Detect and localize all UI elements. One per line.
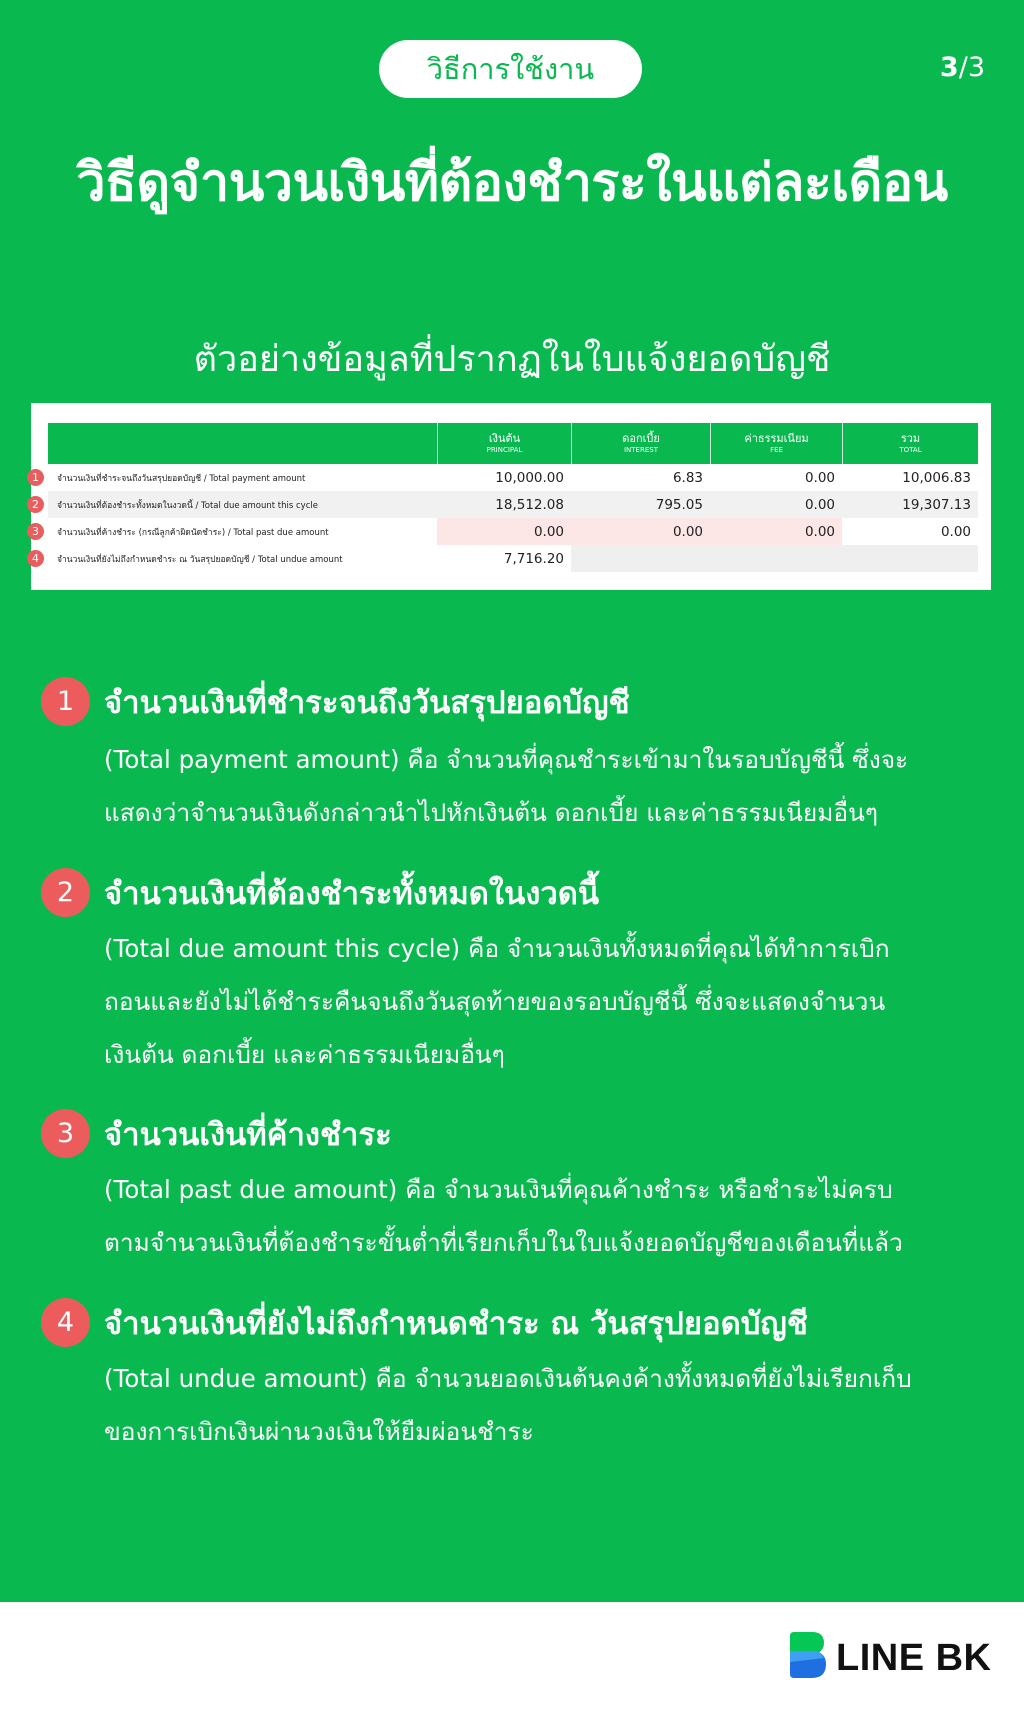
cell-total: 10,006.83 (902, 469, 971, 486)
column-header-interest (571, 423, 710, 464)
row-number-badge: 4 (27, 550, 44, 567)
statement-table (32, 423, 978, 572)
description-line: ถอนและยังไม่ได้ชำระคืนจนถึงวันสุดท้ายของรอบบัญชีนี้ ซึ่งจะแสดงจำนวน (104, 987, 886, 1016)
page-current: 3 (939, 52, 959, 83)
header-blank (48, 423, 437, 464)
item-title: จำนวนเงินที่ยังไม่ถึงกำหนดชำระ ณ วันสรุปยอดบัญชี (104, 1306, 808, 1342)
cell-interest: 795.05 (655, 496, 703, 513)
row-number-badge: 2 (27, 496, 44, 513)
column-header-en: FEE (770, 446, 783, 454)
cell-fee: 0.00 (804, 496, 835, 513)
page-indicator (940, 52, 985, 83)
item-number-badge: 4 (41, 1298, 90, 1347)
row-label (32, 464, 437, 491)
description-line: ตามจำนวนเงินที่ต้องชำระขั้นต่ำที่เรียกเก็บในใบแจ้งยอดบัญชีของเดือนที่แล้ว (104, 1228, 903, 1257)
row-label-text: จำนวนเงินที่ค้างชำระ (กรณีลูกค้าผิดนัดชำระ) / Total past due amount (57, 527, 329, 538)
description-line: เงินต้น ดอกเบี้ย และค่าธรรมเนียมอื่นๆ (104, 1040, 505, 1069)
cell-principal: 10,000.00 (495, 469, 564, 486)
logo-wordmark: LINE BK (836, 1636, 992, 1679)
page-title: วิธีดูจำนวนเงินที่ต้องชำระในแต่ละเดือน (76, 153, 948, 213)
line-bk-logo (786, 1632, 992, 1684)
item-number-badge: 3 (41, 1109, 90, 1158)
column-header-th: ดอกเบี้ย (622, 432, 660, 445)
cell-interest: 0.00 (571, 518, 710, 545)
column-header-en: TOTAL (899, 446, 922, 454)
item-description (104, 1352, 984, 1458)
column-header-th: รวม (900, 432, 921, 445)
item-title: จำนวนเงินที่ต้องชำระทั้งหมดในงวดนี้ (104, 876, 600, 912)
column-header-en: PRINCIPAL (486, 446, 523, 454)
line-bk-logo-icon (786, 1632, 826, 1684)
section-pill-label: วิธีการใช้งาน (426, 52, 595, 86)
page-subtitle: ตัวอย่างข้อมูลที่ปรากฏในใบแจ้งยอดบัญชี (193, 339, 831, 380)
cell-total: 0.00 (842, 518, 978, 545)
row-number-badge: 3 (27, 523, 44, 540)
row-label (32, 545, 437, 572)
description-line: (Total due amount this cycle) คือ จำนวนเงินทั้งหมดที่คุณได้ทำการเบิก (104, 934, 890, 963)
row-label (32, 518, 437, 545)
cell-interest: 6.83 (672, 469, 703, 486)
item-description (104, 922, 984, 1081)
column-header-principal (437, 423, 571, 464)
cell-principal: 7,716.20 (503, 550, 564, 567)
table-row (32, 464, 978, 491)
column-header-th: ค่าธรรมเนียม (744, 432, 809, 445)
row-label-text: จำนวนเงินที่ชำระจนถึงวันสรุปยอดบัญชี / Total payment amount (57, 473, 306, 484)
row-number-badge: 1 (27, 469, 44, 486)
item-number-badge: 2 (41, 868, 90, 917)
column-header-fee (710, 423, 842, 464)
section-pill (379, 40, 642, 98)
table-row (32, 545, 978, 572)
description-line: (Total past due amount) คือ จำนวนเงินที่คุณค้างชำระ หรือชำระไม่ครบ (104, 1175, 893, 1204)
table-row (32, 491, 978, 518)
column-header-total (842, 423, 978, 464)
cell-principal: 18,512.08 (495, 496, 564, 513)
description-line: (Total payment amount) คือ จำนวนที่คุณชำระเข้ามาในรอบบัญชีนี้ ซึ่งจะ (104, 745, 909, 774)
row-label (32, 491, 437, 518)
item-number-badge: 1 (41, 677, 90, 726)
item-description (104, 1163, 984, 1269)
item-description (104, 733, 984, 839)
column-header-en: INTEREST (623, 446, 658, 454)
item-title: จำนวนเงินที่ชำระจนถึงวันสรุปยอดบัญชี (104, 685, 630, 721)
description-line: (Total undue amount) คือ จำนวนยอดเงินต้นคงค้างทั้งหมดที่ยังไม่เรียกเก็บ (104, 1364, 912, 1393)
column-header-th: เงินต้น (488, 432, 521, 445)
cell-empty (571, 545, 978, 572)
row-label-text: จำนวนเงินที่ต้องชำระทั้งหมดในงวดนี้ / Total due amount this cycle (57, 500, 318, 511)
description-line: แสดงว่าจำนวนเงินดังกล่าวนำไปหักเงินต้น ดอกเบี้ย และค่าธรรมเนียมอื่นๆ (104, 798, 879, 827)
cell-fee: 0.00 (710, 518, 842, 545)
cell-principal: 0.00 (437, 518, 571, 545)
statement-example-card (31, 403, 991, 590)
description-line: ของการเบิกเงินผ่านวงเงินให้ยืมผ่อนชำระ (104, 1417, 534, 1446)
table-row (32, 518, 978, 545)
item-title: จำนวนเงินที่ค้างชำระ (104, 1117, 392, 1153)
cell-total: 19,307.13 (902, 496, 971, 513)
table-header (48, 423, 978, 464)
page-total: /3 (958, 52, 985, 83)
row-label-text: จำนวนเงินที่ยังไม่ถึงกำหนดชำระ ณ วันสรุปยอดบัญชี / Total undue amount (57, 554, 343, 565)
cell-fee: 0.00 (804, 469, 835, 486)
